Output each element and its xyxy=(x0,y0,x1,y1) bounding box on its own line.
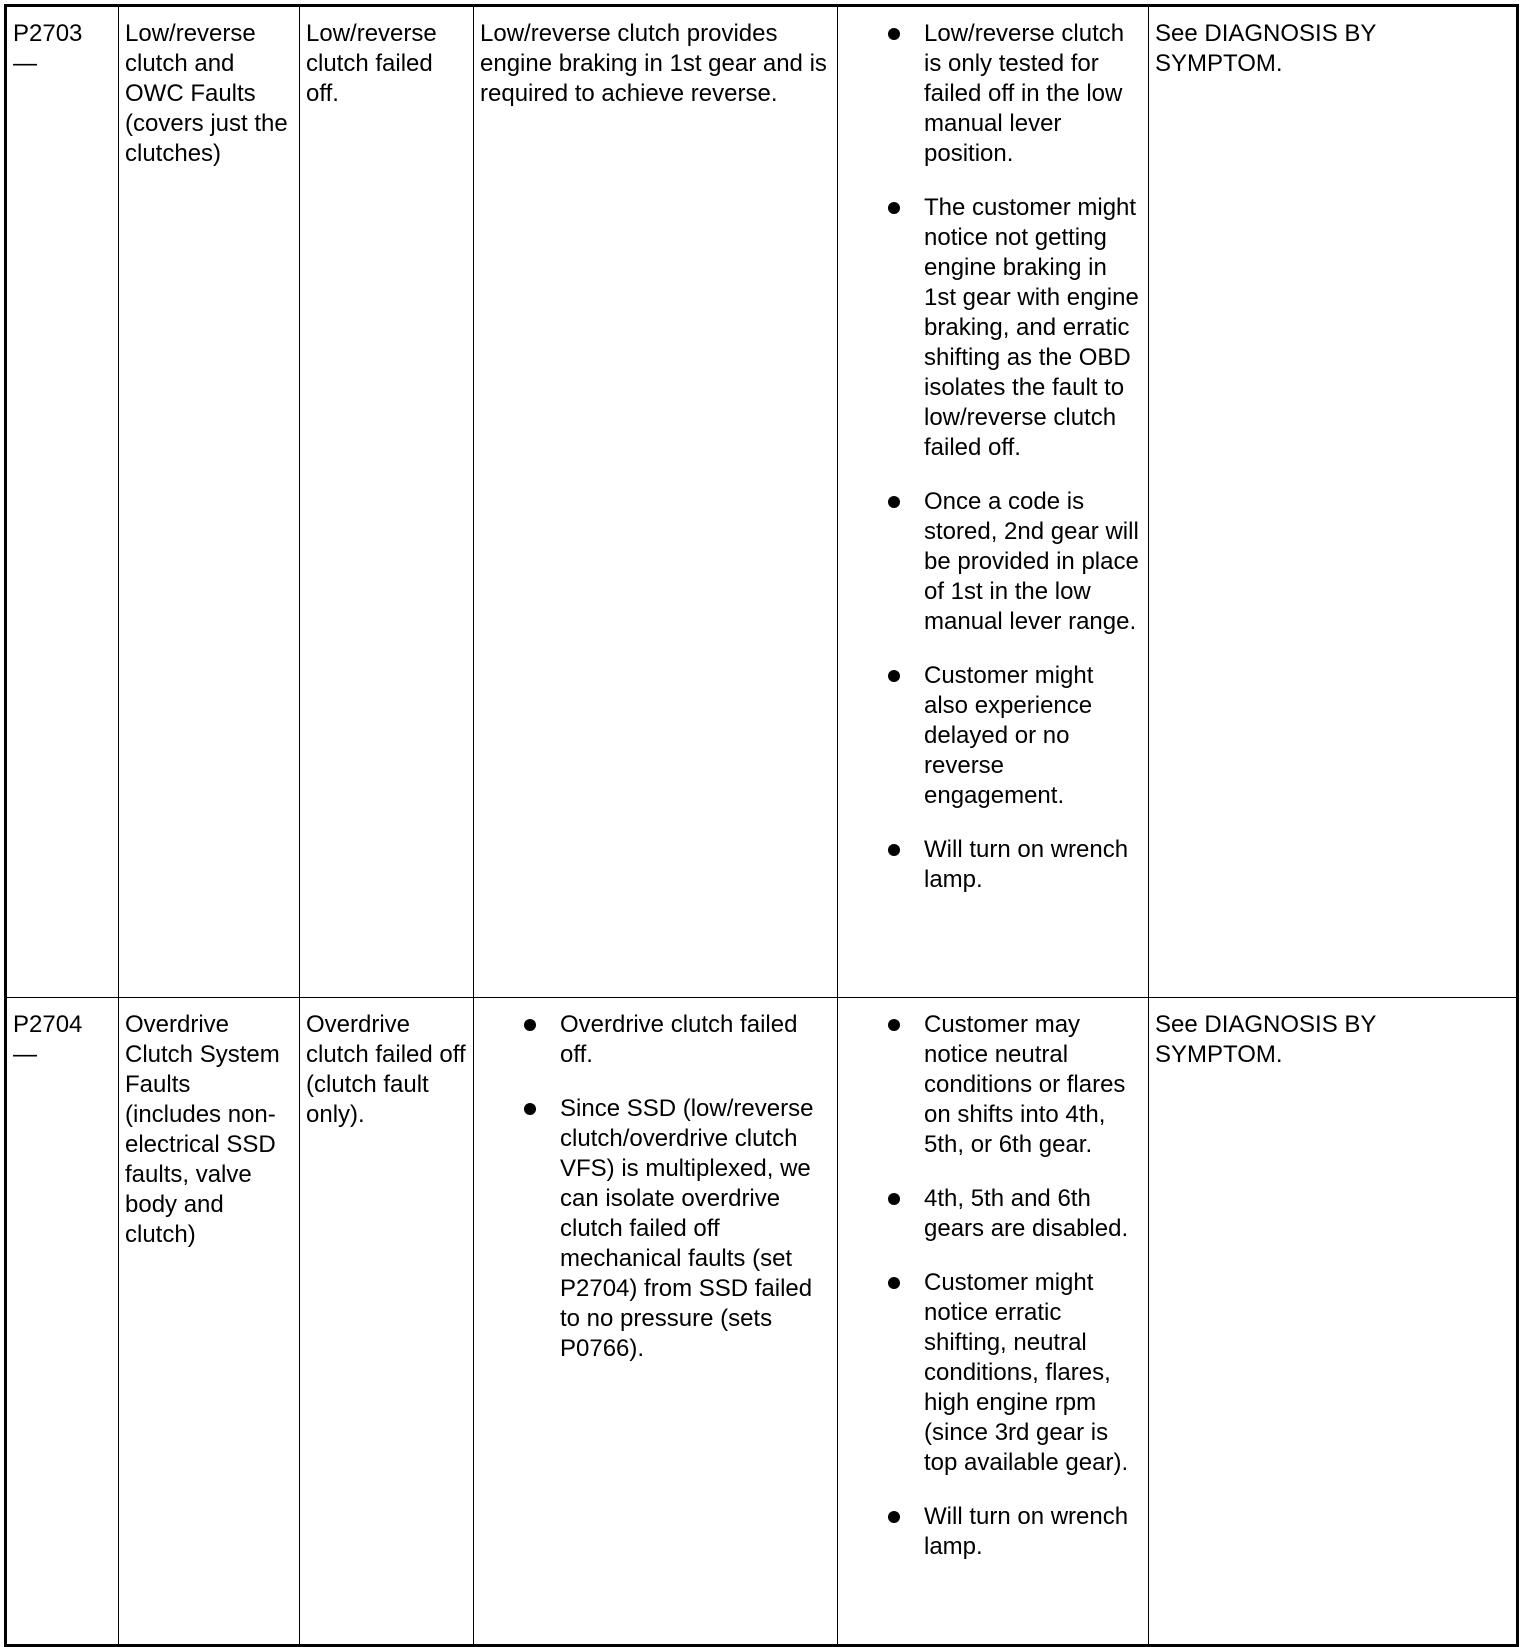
list-item xyxy=(844,1184,1142,1244)
bullet-icon xyxy=(888,202,900,214)
list-item xyxy=(480,1010,831,1070)
action-cell: See DIAGNOSIS BY SYMPTOM. xyxy=(1149,6,1518,998)
fault-name-cell: Overdrive Clutch System Faults (includes non-electrical SSD faults, valve body and clutch) xyxy=(119,998,300,1646)
bullet-icon xyxy=(888,1193,900,1205)
symptom-list xyxy=(844,1010,1142,1562)
symptom-text: 4th, 5th and 6th gears are disabled. xyxy=(924,1185,1129,1242)
list-item xyxy=(844,835,1142,895)
list-item xyxy=(480,1094,831,1364)
dtc-table xyxy=(4,4,1519,1647)
dtc-code-suffix: — xyxy=(13,50,37,77)
bullet-icon xyxy=(888,1511,900,1523)
symptom-text: Will turn on wrench lamp. xyxy=(924,1503,1129,1560)
symptoms-cell xyxy=(838,998,1149,1646)
bullet-icon xyxy=(524,1019,536,1031)
dtc-code-cell xyxy=(6,6,119,998)
bullet-icon xyxy=(888,28,900,40)
bullet-icon xyxy=(888,496,900,508)
symptom-text: Customer may notice neutral conditions or flares on shifts into 4th, 5th, or 6th gear. xyxy=(924,1011,1126,1158)
action-cell: See DIAGNOSIS BY SYMPTOM. xyxy=(1149,998,1518,1646)
list-item xyxy=(844,1268,1142,1478)
description-text: Since SSD (low/reverse clutch/overdrive clutch VFS) is multiplexed, we can isolate overdrive clutch failed off mechanical faults (set P2704) from SSD failed to no pressure (sets P0766). xyxy=(560,1095,814,1362)
list-item xyxy=(844,193,1142,463)
bullet-icon xyxy=(888,1019,900,1031)
symptom-text: Customer might also experience delayed or no reverse engagement. xyxy=(924,662,1094,809)
list-item xyxy=(844,1010,1142,1160)
symptom-list xyxy=(844,19,1142,895)
dtc-code: P2703 xyxy=(13,20,83,47)
symptom-text: The customer might notice not getting engine braking in 1st gear with engine braking, and erratic shifting as the OBD isolates the fault to low/reverse clutch failed off. xyxy=(924,194,1139,461)
bullet-icon xyxy=(888,844,900,856)
bullet-icon xyxy=(888,670,900,682)
symptom-text: Customer might notice erratic shifting, neutral conditions, flares, high engine rpm (since 3rd gear is top available gear). xyxy=(924,1269,1129,1476)
table-row xyxy=(6,6,1518,998)
description-text: Overdrive clutch failed off. xyxy=(560,1011,798,1068)
fault-name-cell: Low/reverse clutch and OWC Faults (covers just the clutches) xyxy=(119,6,300,998)
condition-cell: Low/reverse clutch failed off. xyxy=(300,6,474,998)
dtc-code-cell xyxy=(6,998,119,1646)
bullet-icon xyxy=(524,1103,536,1115)
dtc-code-suffix: — xyxy=(13,1041,37,1068)
symptoms-cell xyxy=(838,6,1149,998)
description-list xyxy=(480,1010,831,1364)
list-item xyxy=(844,487,1142,637)
bullet-icon xyxy=(888,1277,900,1289)
symptom-text: Once a code is stored, 2nd gear will be provided in place of 1st in the low manual lever range. xyxy=(924,488,1139,635)
condition-cell: Overdrive clutch failed off (clutch fault only). xyxy=(300,998,474,1646)
dtc-code: P2704 xyxy=(13,1011,83,1038)
list-item xyxy=(844,661,1142,811)
description-cell xyxy=(474,998,838,1646)
list-item xyxy=(844,1502,1142,1562)
symptom-text: Low/reverse clutch is only tested for failed off in the low manual lever position. xyxy=(924,20,1125,167)
list-item xyxy=(844,19,1142,169)
description-cell: Low/reverse clutch provides engine braking in 1st gear and is required to achieve reverse. xyxy=(474,6,838,998)
table-row xyxy=(6,998,1518,1646)
symptom-text: Will turn on wrench lamp. xyxy=(924,836,1129,893)
